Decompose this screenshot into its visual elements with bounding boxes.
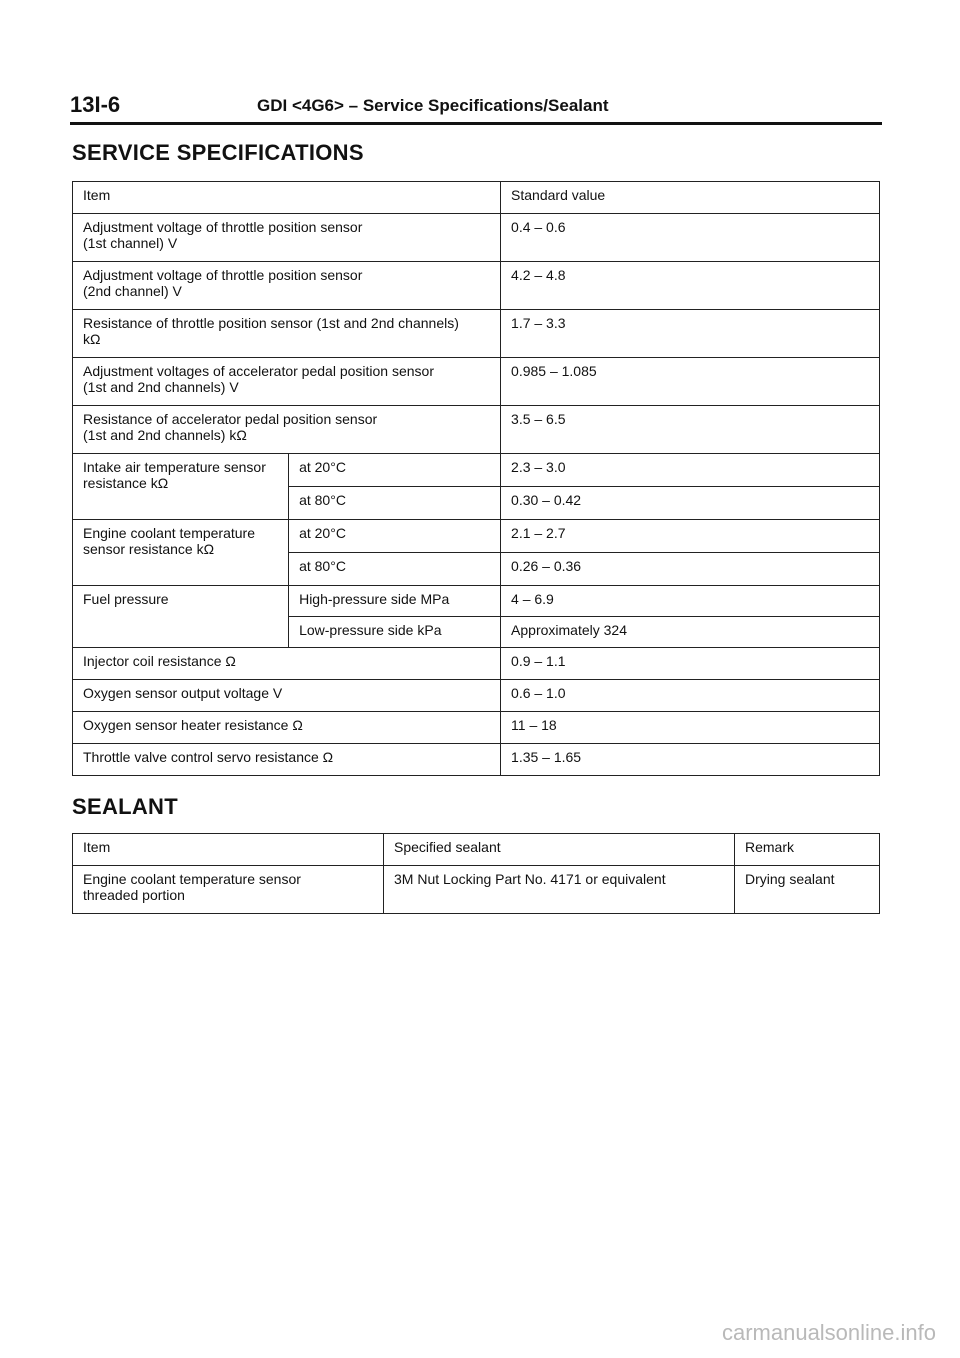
spec-value: 0.4 – 0.6: [501, 214, 880, 262]
spec-item: Injector coil resistance Ω: [73, 648, 501, 680]
spec-value: 0.26 – 0.36: [501, 553, 880, 586]
spec-value: 1.7 – 3.3: [501, 310, 880, 358]
header-title: GDI <4G6> – Service Specifications/Sealant: [257, 96, 609, 115]
condition-cell: at 20°C: [289, 520, 501, 553]
table-row: [73, 454, 880, 487]
spec-item: Oxygen sensor output voltage V: [73, 680, 501, 712]
table-row: [73, 586, 880, 617]
page-number: 13I-6: [70, 92, 121, 117]
table-row: [73, 680, 880, 712]
table-row: [73, 712, 880, 744]
sealant-table: [72, 833, 880, 914]
spec-value: 4 – 6.9: [501, 586, 880, 617]
spec-item: Resistance of accelerator pedal position sensor (1st and 2nd channels) kΩ: [73, 406, 501, 454]
col-item-header: Item: [73, 182, 501, 214]
service-specifications-table: [72, 181, 880, 776]
sealant-item: Engine coolant temperature sensor threaded portion: [73, 866, 384, 914]
condition-cell: at 80°C: [289, 487, 501, 520]
col-remark-header: Remark: [735, 834, 880, 866]
fuel-pressure-label: Fuel pressure: [73, 586, 289, 648]
condition-cell: at 80°C: [289, 553, 501, 586]
condition-cell: High-pressure side MPa: [289, 586, 501, 617]
spec-value: 3.5 – 6.5: [501, 406, 880, 454]
col-item-header: Item: [73, 834, 384, 866]
spec-value: 2.3 – 3.0: [501, 454, 880, 487]
sealant-spec: 3M Nut Locking Part No. 4171 or equivalent: [384, 866, 735, 914]
spec-item: Adjustment voltages of accelerator pedal position sensor (1st and 2nd channels) V: [73, 358, 501, 406]
sealant-heading: SEALANT: [72, 794, 178, 819]
intake-air-label: Intake air temperature sensor resistance kΩ: [73, 454, 289, 520]
spec-value: 0.985 – 1.085: [501, 358, 880, 406]
spec-value: 0.6 – 1.0: [501, 680, 880, 712]
table-row: [73, 214, 880, 262]
table-row: [73, 262, 880, 310]
table-header-row: [73, 182, 880, 214]
col-sealant-header: Specified sealant: [384, 834, 735, 866]
col-standard-header: Standard value: [501, 182, 880, 214]
spec-item: Throttle valve control servo resistance Ω: [73, 744, 501, 776]
spec-value: 1.35 – 1.65: [501, 744, 880, 776]
condition-cell: at 20°C: [289, 454, 501, 487]
spec-value: Approximately 324: [501, 617, 880, 648]
table-row: [73, 406, 880, 454]
service-specifications-heading: SERVICE SPECIFICATIONS: [72, 140, 364, 165]
spec-item: Adjustment voltage of throttle position sensor (1st channel) V: [73, 214, 501, 262]
spec-item: Resistance of throttle position sensor (1st and 2nd channels) kΩ: [73, 310, 501, 358]
table-row: [73, 648, 880, 680]
spec-value: 2.1 – 2.7: [501, 520, 880, 553]
spec-value: 11 – 18: [501, 712, 880, 744]
table-row: [73, 310, 880, 358]
page-header: [70, 92, 882, 125]
table-row: [73, 744, 880, 776]
spec-item: Oxygen sensor heater resistance Ω: [73, 712, 501, 744]
spec-item: Adjustment voltage of throttle position sensor (2nd channel) V: [73, 262, 501, 310]
watermark: carmanualsonline.info: [721, 1320, 936, 1345]
spec-value: 4.2 – 4.8: [501, 262, 880, 310]
table-header-row: [73, 834, 880, 866]
table-row: [73, 866, 880, 914]
sealant-remark: Drying sealant: [735, 866, 880, 914]
coolant-label: Engine coolant temperature sensor resistance kΩ: [73, 520, 289, 586]
table-row: [73, 520, 880, 553]
condition-cell: Low-pressure side kPa: [289, 617, 501, 648]
table-row: [73, 358, 880, 406]
spec-value: 0.9 – 1.1: [501, 648, 880, 680]
spec-value: 0.30 – 0.42: [501, 487, 880, 520]
